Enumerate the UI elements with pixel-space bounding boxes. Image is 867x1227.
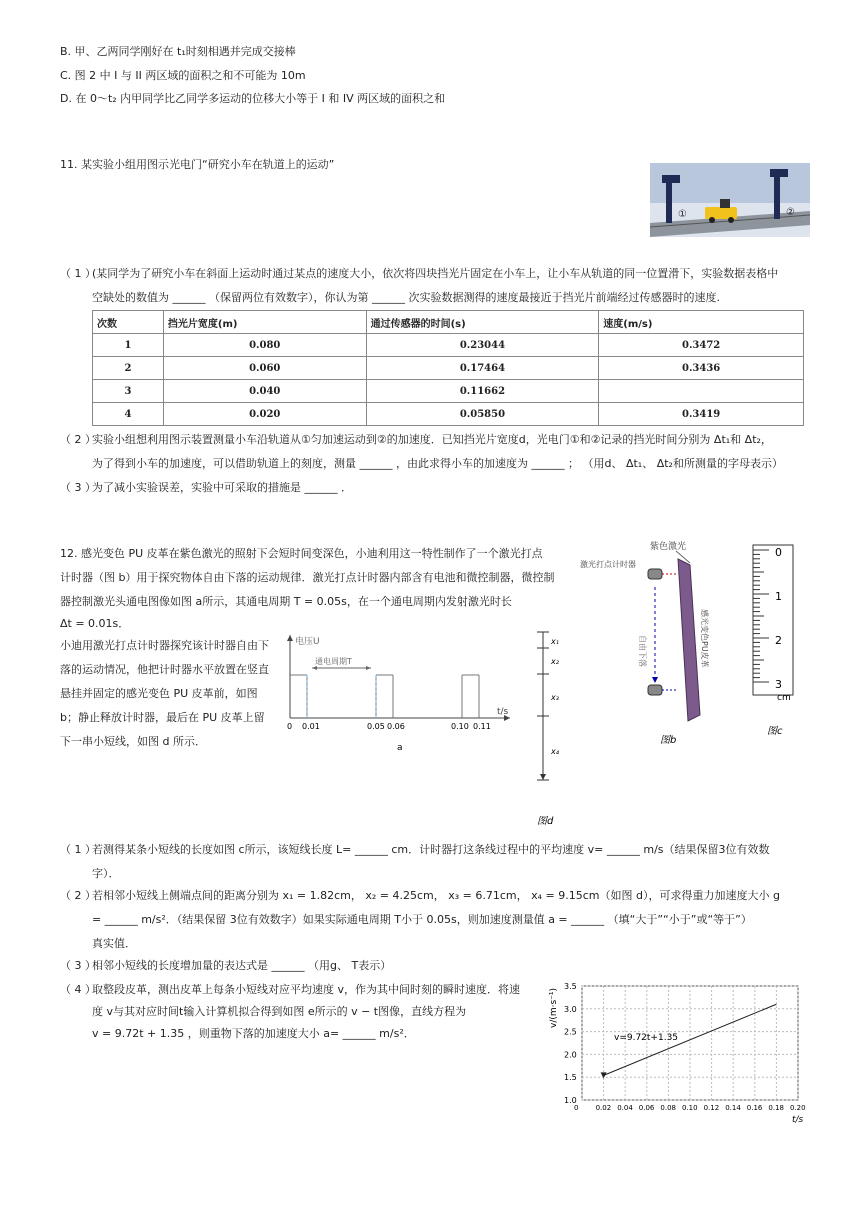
fig-a-period: 通电周期T (315, 657, 352, 666)
vt-annotation: v=9.72t+1.35 (614, 1033, 679, 1043)
q11-data-table (92, 310, 804, 426)
vt-x-tick: 0.12 (703, 1104, 720, 1112)
ruler-label: 2 (775, 634, 782, 647)
vt-x-tick: 0 (574, 1104, 579, 1112)
q12-s4-line1: 取整段皮革，测出皮革上每条小短线对应平均速度 v，作为其中间时刻的瞬时速度．将速 (92, 983, 521, 996)
table-cell: 0.3436 (599, 357, 804, 380)
table-cell: 0.020 (163, 403, 366, 426)
table-cell: 0.17464 (366, 357, 599, 380)
figure-a-voltage (285, 630, 515, 760)
fig-d-label: x₂ (551, 657, 559, 666)
q12-line8: b；静止释放计时器，最后在 PU 皮革上留 (60, 711, 265, 724)
table-cell: 0.05850 (366, 403, 599, 426)
q11-stem: 11. 某实验小组用图示光电门“研究小车在轨道上的运动” (60, 158, 335, 171)
table-row (93, 334, 804, 357)
option-c: C. 图 2 中 I 与 II 两区域的面积之和不可能为 10m (60, 69, 306, 82)
laser-timer-top-icon (648, 569, 662, 579)
fig-a-tick: 0.05 (367, 722, 385, 731)
q12-s3-line1: 相邻小短线的长度增加量的表达式是 ______ （用g、 T表示） (92, 959, 392, 972)
fig-a-tick: 0 (287, 722, 293, 731)
gate-1-label: ① (678, 209, 687, 220)
table-row (93, 403, 804, 426)
table-cell: 0.11662 (366, 380, 599, 403)
vt-y-tick: 1.5 (564, 1073, 577, 1083)
vt-y-tick: 3.0 (564, 1004, 577, 1014)
vt-x-tick: 0.06 (638, 1104, 655, 1112)
pu-leather (678, 559, 700, 721)
fig-b-device: 激光打点计时器 (580, 560, 636, 569)
q11-p2-num: （ 2 ） (60, 433, 96, 446)
vt-x-tick: 0.10 (682, 1104, 698, 1112)
option-b: B. 甲、乙两同学刚好在 t₁时刻相遇并完成交接棒 (60, 45, 296, 58)
table-cell: 1 (93, 334, 164, 357)
q12-line7: 悬挂并固定的感光变色 PU 皮革前，如图 (60, 687, 258, 700)
q12-line2: 计时器（图 b）用于探究物体自由下落的运动规律．激光打点计时器内部含有电池和微控制器，微控制 (60, 571, 555, 584)
fig-a-tick: 0.01 (302, 722, 320, 731)
q11-p1-num: （ 1 ） (60, 267, 96, 280)
vt-y-tick: 2.0 (564, 1050, 577, 1060)
fig-b-caption: 图b (660, 735, 677, 746)
vt-chart (540, 978, 810, 1128)
fig-b-laser: 紫色激光 (650, 542, 687, 552)
fig-b-fall: 自由下落 (638, 635, 647, 667)
vt-x-tick: 0.16 (746, 1104, 763, 1112)
table-cell: 0.23044 (366, 334, 599, 357)
q12-line4: Δt = 0.01s． (60, 617, 130, 630)
fig-a-tlabel: t/s (497, 707, 509, 717)
q12-line9: 下一串小短线，如图 d 所示． (60, 735, 206, 748)
q12-line1: 12. 感光变色 PU 皮革在紫色激光的照射下会短时间变深色，小迪利用这一特性制作了一个激光打点 (60, 547, 543, 560)
q12-s4-line3: v = 9.72t + 1.35 ，则重物下落的加速度大小 a= ______ m/s²． (92, 1027, 415, 1040)
vt-y-tick: 3.5 (564, 982, 577, 991)
option-d: D. 在 0～t₂ 内甲同学比乙同学多运动的位移大小等于 I 和 IV 两区域的面积之和 (60, 92, 446, 105)
q12-s3-num: （ 3 ） (60, 959, 96, 972)
q12-s1-num: （ 1 ） (60, 843, 96, 856)
fig-a-ylabel: 电压U (295, 637, 320, 647)
ruler-unit: cm (777, 693, 791, 703)
fig-a-caption: a (397, 743, 403, 753)
ruler-label: 1 (775, 590, 782, 603)
fig-d-label: x₃ (551, 693, 559, 702)
fig-c-caption: 图c (767, 726, 783, 737)
fig-b-pu: 感光变色PU皮革 (700, 609, 709, 668)
fig-d-label: x₄ (551, 747, 559, 756)
q11-p2-line2: 为了得到小车的加速度，可以借助轨道上的刻度，测量 ______ ，由此求得小车的加速度为 ______ ； （用d、 Δt₁、 Δt₂和所测量的字母表示） (92, 457, 783, 470)
table-cell: 2 (93, 357, 164, 380)
q12-line6: 落的运动情况，他把计时器水平放置在竖直 (60, 663, 269, 676)
fig-a-tick: 0.06 (387, 722, 405, 731)
table-cell: 0.080 (163, 334, 366, 357)
table-cell: 3 (93, 380, 164, 403)
q12-s1-line2: 字）． (92, 867, 120, 880)
q12-line3: 器控制激光头通电图像如图 a所示，其通电周期 T = 0.05s，在一个通电周期内发射激光时长 (60, 595, 512, 608)
fig-a-tick: 0.10 (451, 722, 469, 731)
q12-line5: 小迪用激光打点计时器探究该计时器自由下 (60, 639, 269, 652)
vt-ylabel: v/(m·s⁻¹) (549, 987, 559, 1028)
vt-x-tick: 0.08 (660, 1104, 676, 1112)
gate-1-post (666, 179, 672, 223)
q11-p2-line1: 实验小组想利用图示装置测量小车沿轨道从①匀加速运动到②的加速度．已知挡光片宽度d，光电门①和②记录的挡光时间分别为 Δt₁和 Δt₂， (92, 433, 772, 446)
vt-start-marker (601, 1072, 607, 1078)
vt-x-tick: 0.20 (790, 1104, 806, 1112)
q12-s2-num: （ 2 ） (60, 889, 96, 902)
table-header: 次数 (93, 311, 164, 334)
gate-2-label: ② (786, 207, 795, 218)
figure-b-apparatus (580, 535, 730, 750)
q12-s2-line1: 若相邻小短线上侧端点间的距离分别为 x₁ = 1.82cm， x₂ = 4.25cm， x₃ = 6.71cm， x₄ = 9.15cm（如图 d），可求得重力加速度大小 g (92, 889, 780, 902)
figure-c-ruler (745, 540, 815, 740)
fig-a-tick: 0.11 (473, 722, 491, 731)
vt-y-tick: 2.5 (564, 1027, 577, 1037)
vt-x-tick: 0.04 (617, 1104, 633, 1112)
gate-2-post (774, 173, 780, 219)
q11-p3-num: （ 3 ） (60, 481, 96, 494)
laser-timer-bottom-icon (648, 685, 662, 695)
q12-s4-num: （ 4 ） (60, 983, 96, 996)
table-header: 速度(m/s) (599, 311, 804, 334)
table-cell: 0.3472 (599, 334, 804, 357)
vt-y-tick: 1.0 (564, 1096, 577, 1105)
table-cell (599, 380, 804, 403)
table-header-row (93, 311, 804, 334)
table-cell: 0.3419 (599, 403, 804, 426)
q12-s1-line1: 若测得某条小短线的长度如图 c所示，该短线长度 L= ______ cm．计时器打这条线过程中的平均速度 v= ______ m/s（结果保留3位有效数 (92, 843, 770, 856)
photogate-figure (650, 163, 810, 237)
cart-icon (705, 207, 737, 219)
q12-s2-line2: = ______ m/s²．（结果保留 3位有效数字）如果实际通电周期 T小于 0.05s，则加速度测量值 a = ______ （填“大于”“小于”或“等于”） (92, 913, 752, 926)
ruler-label: 0 (775, 546, 782, 559)
vt-x-tick: 0.02 (595, 1104, 612, 1112)
table-header: 通过传感器的时间(s) (366, 311, 599, 334)
q11-p1-line2: 空缺处的数值为 ______ （保留两位有效数字），你认为第 ______ 次实验数据测得的速度最接近于挡光片前端经过传感器时的速度. (92, 291, 720, 304)
fig-d-caption: 图d (537, 816, 554, 827)
ruler-label: 3 (775, 678, 782, 691)
q11-p1-line1: (某同学为了研究小车在斜面上运动时通过某点的速度大小，依次将四块挡光片固定在小车上，让小车从轨道的同一位置滑下，实验数据表格中 (92, 267, 779, 280)
table-header: 挡光片宽度(m) (163, 311, 366, 334)
q11-p3-line1: 为了减小实验误差，实验中可采取的措施是 ______ ． (92, 481, 352, 494)
vt-xlabel: t/s (792, 1115, 804, 1125)
table-row (93, 380, 804, 403)
table-row (93, 357, 804, 380)
q12-s2-line3: 真实值． (92, 937, 136, 950)
table-cell: 4 (93, 403, 164, 426)
figure-d-strip (525, 630, 565, 830)
vt-x-tick: 0.18 (768, 1104, 784, 1112)
fig-d-label: x₁ (551, 637, 559, 646)
vt-x-tick: 0.14 (725, 1104, 741, 1112)
table-cell: 0.040 (163, 380, 366, 403)
q12-s4-line2: 度 v与其对应时间t输入计算机拟合得到如图 e所示的 v − t图像，直线方程为 (92, 1005, 467, 1018)
table-cell: 0.060 (163, 357, 366, 380)
